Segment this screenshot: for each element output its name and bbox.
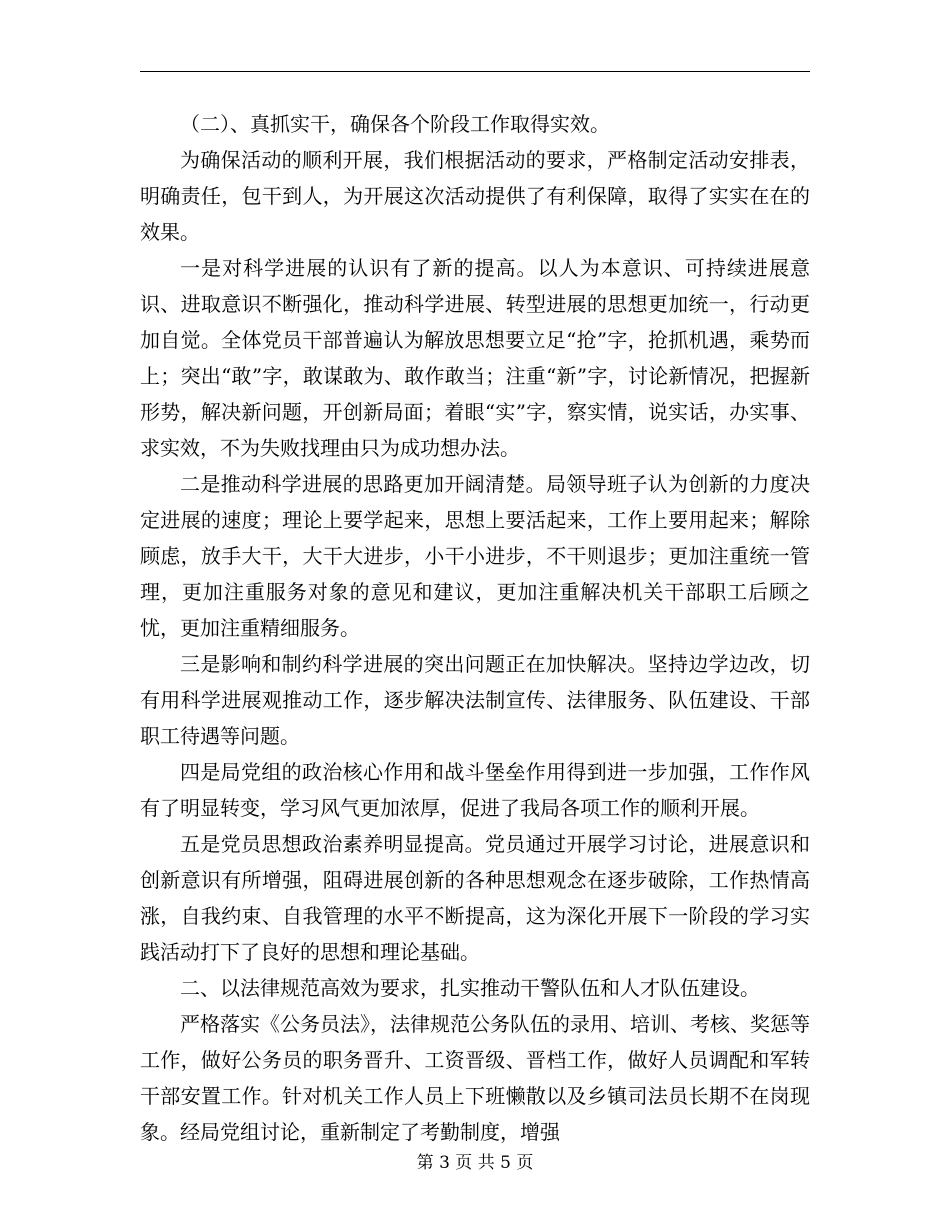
- body-paragraph: 一是对科学进展的认识有了新的提高。以人为本意识、可持续进展意识、进取意识不断强化，推动科学进展、转型进展的思想更加统一，行动更加自觉。全体党员干部普遍认为解放思想要立足“抢”字，抢抓机遇，乘势而上；突出“敢”字，敢谋敢为、敢作敢当；注重“新”字，讨论新情况，把握新形势，解决新问题，开创新局面；着眼“实”字，察实情，说实话，办实事、求实效，不为失败找理由只为成功想办法。: [140, 256, 810, 460]
- footer-page-number: 3: [439, 1153, 450, 1173]
- body-paragraph: 四是局党组的政治核心作用和战斗堡垒作用得到进一步加强，工作作风有了明显转变，学习风气更加浓厚，促进了我局各项工作的顺利开展。: [140, 760, 810, 820]
- body-paragraph: 五是党员思想政治素养明显提高。党员通过开展学习讨论，进展意识和创新意识有所增强，阻碍进展创新的各种思想观念在逐步破除，工作热情高涨，自我约束、自我管理的水平不断提高，这为深化开展下一阶段的学习实践活动打下了良好的思想和理论基础。: [140, 832, 810, 964]
- section-heading: 二、以法律规范高效为要求，扎实推动干警队伍和人才队伍建设。: [180, 976, 760, 1000]
- footer-prefix: 第: [416, 1153, 434, 1173]
- section-heading: （二）、真抓实干，确保各个阶段工作取得实效。: [180, 112, 610, 136]
- page-footer: [0, 1151, 950, 1175]
- footer-middle: 页 共: [455, 1153, 495, 1173]
- document-body: [140, 106, 810, 1150]
- body-paragraph: 三是影响和制约科学进展的突出问题正在加快解决。坚持边学边改，切有用科学进展观推动工作，逐步解决法制宣传、法律服务、队伍建设、干部职工待遇等问题。: [140, 652, 810, 748]
- body-paragraph: 二是推动科学进展的思路更加开阔清楚。局领导班子认为创新的力度决定进展的速度；理论上要学起来，思想上要活起来，工作上要用起来；解除顾虑，放手大干，大干大进步，小干小进步，不干则退步；更加注重统一管理，更加注重服务对象的意见和建议，更加注重解决机关干部职工后顾之忧，更加注重精细服务。: [140, 472, 810, 640]
- footer-suffix: 页: [516, 1153, 534, 1173]
- footer-total-pages: 5: [500, 1153, 511, 1173]
- body-paragraph: 严格落实《公务员法》，法律规范公务队伍的录用、培训、考核、奖惩等工作，做好公务员的职务晋升、工资晋级、晋档工作，做好人员调配和军转干部安置工作。针对机关工作人员上下班懒散以及乡镇司法员长期不在岗现象。经局党组讨论，重新制定了考勤制度，增强: [140, 1012, 810, 1144]
- header-rule: [140, 71, 810, 72]
- body-paragraph: 为确保活动的顺利开展，我们根据活动的要求，严格制定活动安排表，明确责任，包干到人，为开展这次活动提供了有利保障，取得了实实在在的效果。: [140, 148, 810, 244]
